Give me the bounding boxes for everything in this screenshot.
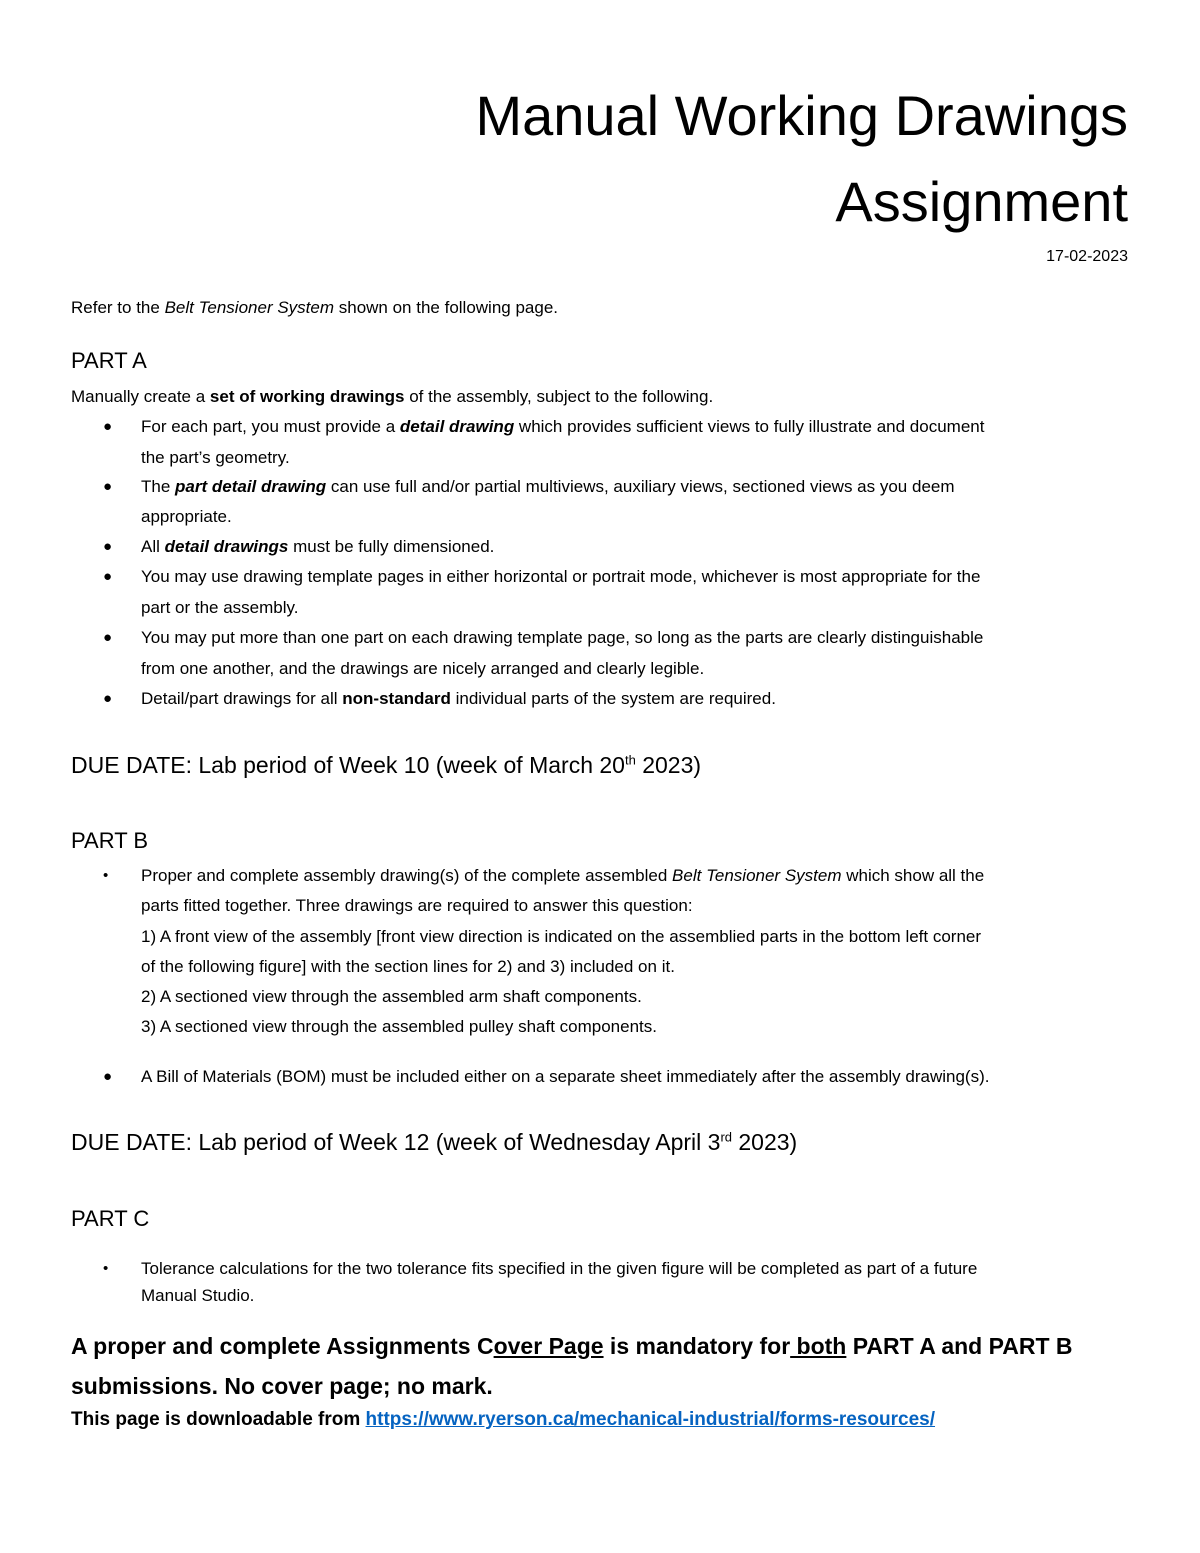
intro-paragraph: Refer to the Belt Tensioner System shown on the following page. — [71, 298, 559, 317]
bullet-icon: ● — [103, 1068, 113, 1085]
part-c-item-1-cont: Manual Studio. — [141, 1286, 255, 1305]
part-b-due-date: DUE DATE: Lab period of Week 12 (week of Wednesday April 3rd 2023) — [71, 1129, 798, 1155]
part-b-item-1-line-6: 3) A sectioned view through the assembled pulley shaft components. — [141, 1017, 657, 1036]
download-line: This page is downloadable from https://www.ryerson.ca/mechanical-industrial/forms-resources/ — [71, 1409, 936, 1430]
part-a-item-2-cont: appropriate. — [141, 507, 232, 526]
cover-page-notice-cont: submissions. No cover page; no mark. — [71, 1373, 493, 1399]
bullet-icon: ● — [103, 690, 113, 707]
part-a-item-3: All detail drawings must be fully dimensioned. — [141, 537, 495, 556]
part-b-item-1: Proper and complete assembly drawing(s) of the complete assembled Belt Tensioner System which show all the — [141, 866, 985, 885]
part-c-item-1: Tolerance calculations for the two tolerance fits specified in the given figure will be completed as part of a future — [141, 1259, 978, 1278]
part-c-heading: PART C — [71, 1206, 150, 1231]
part-b-item-1-line-3: 1) A front view of the assembly [front view direction is indicated on the assemblied parts in the bottom left corner — [141, 927, 982, 946]
part-b-heading: PART B — [71, 828, 149, 853]
part-b-item-1-line-4: of the following figure] with the section lines for 2) and 3) included on it. — [141, 957, 675, 976]
cover-page-notice: A proper and complete Assignments Cover Page is mandatory for both PART A and PART B — [71, 1333, 1073, 1359]
part-a-item-1-cont: the part’s geometry. — [141, 448, 290, 467]
part-a-item-4: You may use drawing template pages in either horizontal or portrait mode, whichever is most appropriate for the — [141, 567, 981, 586]
bullet-icon: ● — [103, 568, 113, 585]
part-a-item-6: Detail/part drawings for all non-standard individual parts of the system are required. — [141, 689, 776, 708]
bullet-icon: • — [103, 1260, 109, 1277]
bullet-icon: • — [103, 867, 109, 884]
title-line-1: Manual Working Drawings — [475, 84, 1128, 147]
document-date: 17-02-2023 — [1046, 248, 1128, 265]
part-a-item-1: For each part, you must provide a detail drawing which provides sufficient views to fully illustrate and document — [141, 417, 985, 436]
bullet-icon: ● — [103, 629, 113, 646]
part-a-item-4-cont: part or the assembly. — [141, 598, 299, 617]
title-line-2: Assignment — [835, 170, 1128, 233]
part-b-item-1-line-5: 2) A sectioned view through the assembled arm shaft components. — [141, 987, 642, 1006]
part-a-item-5: You may put more than one part on each drawing template page, so long as the parts are clearly distinguishable — [141, 628, 984, 647]
bullet-icon: ● — [103, 418, 113, 435]
part-a-lead: Manually create a set of working drawings of the assembly, subject to the following. — [71, 387, 714, 406]
part-b-item-2: A Bill of Materials (BOM) must be included either on a separate sheet immediately after the assembly drawing(s). — [141, 1067, 990, 1086]
part-a-item-5-cont: from one another, and the drawings are nicely arranged and clearly legible. — [141, 659, 705, 678]
bullet-icon: ● — [103, 538, 113, 555]
part-a-heading: PART A — [71, 348, 147, 373]
part-a-item-2: The part detail drawing can use full and/or partial multiviews, auxiliary views, sectioned views as you deem — [141, 477, 955, 496]
bullet-icon: ● — [103, 478, 113, 495]
part-a-due-date: DUE DATE: Lab period of Week 10 (week of March 20th 2023) — [71, 752, 702, 778]
download-link[interactable]: https://www.ryerson.ca/mechanical-industrial/forms-resources/ — [365, 1409, 936, 1430]
part-b-item-1-line-2: parts fitted together. Three drawings are required to answer this question: — [141, 896, 693, 915]
